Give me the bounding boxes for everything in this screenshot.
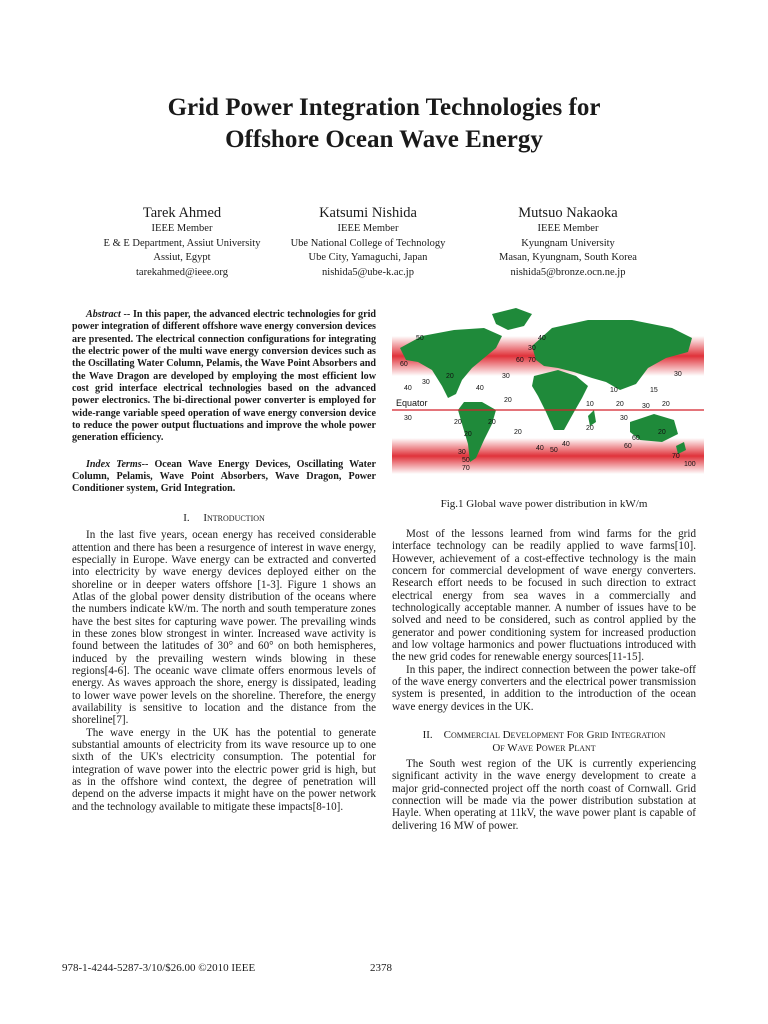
author-location: Masan, Kyungnam, South Korea [499, 252, 637, 264]
map-label: 20 [464, 431, 472, 438]
map-label: 30 [674, 371, 682, 378]
author-name: Mutsuo Nakaoka [518, 205, 618, 221]
copyright-footer: 978-1-4244-5287-3/10/$26.00 ©2010 IEEE [62, 962, 256, 974]
abstract-label: Abstract [86, 309, 121, 320]
southern-high-energy-band [392, 438, 704, 474]
map-label: 20 [454, 419, 462, 426]
map-label: 60 [516, 357, 524, 364]
index-terms-text: -- Ocean Wave Energy Devices, Oscillating Water Column, Pelamis, Wave Point Absorbers, Wave Dragon, Power Conditioner system, Grid Integration. [72, 458, 376, 495]
abstract-text: -- In this paper, the advanced electric technologies for grid power integration of different offshore wave energy conversion devices are presented. The electrical connection configurations for integrating the electric power of the multi wave energy conversion devices such as the Oscillating Water Column, Pelamis, the Wave Point Absorbers and the Wave Dragon are developed by employing the most efficient low cost grid interface electrical technologies based on the advanced power electronics. The bi-directional power converter is employed for wide-range variable speed operation of wave energy conversion device to reduce the power output fluctuations and improve the whole power generation efficiency. [72, 309, 376, 444]
section2-paragraph-1: The South west region of the UK is currently experiencing significant activity in the wave energy development to create a major grid-connected project off the north coast of Cornwall. Grid connection will be made via the power distribution substation at Hayle. When operating at 11kV, the wave power plant is capable of delivering 16 MW of power. [392, 757, 696, 832]
left-column [72, 309, 376, 813]
author-email: tarekahmed@ieee.org [136, 266, 228, 278]
intro-paragraph-1: In the last five years, ocean energy has received considerable attention and there has been a resurgence of interest in wave energy, especially in Europe. Wave energy can be extracted and converted into electricity by wave energy devices deployed either on the shoreline or in deeper waters offshore [1-3]. Figure 1 shows an Atlas of the global power density distribution of the oceans where the numbers indicate kW/m. The north and south temperature zones have the best sites for capturing wave power. The prevailing winds in these zones blow strongest in winter. Increased wave activity is found between the latitudes of 30° and 60° on both hemispheres, induced by the prevailing western winds blowing in these regions[4-6]. The oceanic wave climate offers enormous levels of energy. As waves approach the shore, energy is dissipated, leading to lower wave power levels on the shoreline. Therefore, the energy availability is sensitive to location and the distance from the shoreline[7]. [72, 529, 376, 727]
index-terms-label: Index Terms [86, 458, 142, 470]
author-1 [82, 205, 282, 280]
map-label: 10 [586, 401, 594, 408]
map-label: 30 [422, 379, 430, 386]
right-column [392, 528, 696, 832]
author-email: nishida5@ube-k.ac.jp [322, 266, 414, 278]
author-email: nishida5@bronze.ocn.ne.jp [510, 266, 626, 278]
map-label: 20 [616, 401, 624, 408]
index-terms [72, 459, 376, 496]
wave-power-map-figure [392, 306, 704, 474]
map-label: 60 [400, 361, 408, 368]
map-label: 40 [476, 385, 484, 392]
map-label: 50 [462, 457, 470, 464]
paper-title [60, 92, 708, 156]
map-label: 40 [562, 441, 570, 448]
map-label: 20 [514, 429, 522, 436]
right-paragraph-1: Most of the lessons learned from wind farms for the grid interface technology can be readily applied to wave farms[10]. However, achievement of a cost-effective technology is the main concern for commercial development of wave energy converters. Research effort needs to be focused in such direction to extract electrical energy from sea waves in a commercially and technologically acceptable manner. A number of issues have to be solved and need to be considered, such as control applied by the generator and power conditioning system for increased production and low voltage harmonics and power fluctuations introduced with the new grid codes for renewable energy sources[11-15]. [392, 528, 696, 664]
map-label: 50 [550, 447, 558, 454]
map-label: 40 [536, 445, 544, 452]
figure-caption: Fig.1 Global wave power distribution in kW/m [440, 498, 648, 510]
map-label: 15 [650, 387, 658, 394]
map-label: 20 [488, 419, 496, 426]
map-label: 10 [610, 387, 618, 394]
author-name: Katsumi Nishida [319, 205, 417, 221]
map-label: 60 [624, 443, 632, 450]
map-label: 20 [504, 397, 512, 404]
map-label: 70 [672, 453, 680, 460]
author-location: Ube City, Yamaguchi, Japan [308, 252, 428, 264]
author-member: IEEE Member [337, 223, 399, 234]
author-member: IEEE Member [151, 223, 213, 234]
equator-label: Equator [396, 398, 428, 408]
map-label: 40 [538, 335, 546, 342]
map-label: 100 [684, 461, 696, 468]
author-name: Tarek Ahmed [142, 205, 222, 221]
author-location: Assiut, Egypt [153, 252, 211, 264]
title-line-2: Offshore Ocean Wave Energy [225, 126, 543, 153]
right-paragraph-2: In this paper, the indirect connection between the power take-off of the wave energy converters and the electrical power transmission system is presented, in addition to the introduction of the ocean wave energy devices in the UK. [392, 663, 696, 713]
map-label: 30 [528, 345, 536, 352]
abstract [72, 309, 376, 445]
page-number: 2378 [370, 962, 392, 974]
map-label: 60 [632, 435, 640, 442]
map-label: 30 [620, 415, 628, 422]
author-affiliation: Kyungnam University [521, 237, 615, 249]
map-label: 30 [502, 373, 510, 380]
section-heading-commercial-development: II. Commercial Development For Grid Integration [422, 729, 666, 742]
map-label: 30 [404, 415, 412, 422]
map-label: 20 [662, 401, 670, 408]
map-label: 30 [458, 449, 466, 456]
author-2 [268, 205, 468, 280]
map-label: 70 [528, 357, 536, 364]
map-label: 40 [404, 385, 412, 392]
intro-paragraph-2: The wave energy in the UK has the potential to generate substantial amounts of electricity from its wave resource up to one sixth of the UK's electricity consumption. The potential for integration of wave power into the electric power grid is high, but as in the offshore wind context, the degree of penetration will depend on the adverse impacts it might have on the power network and the technology available to mitigate these impacts[8-10]. [72, 726, 376, 813]
title-line-1: Grid Power Integration Technologies for [167, 94, 601, 121]
map-label: 30 [642, 403, 650, 410]
map-label: 20 [586, 425, 594, 432]
map-label: 50 [416, 335, 424, 342]
map-label: 20 [446, 373, 454, 380]
section-heading-commercial-development-line2: Of Wave Power Plant [492, 741, 596, 754]
author-affiliation: E & E Department, Assiut University [103, 237, 261, 249]
map-label: 70 [462, 465, 470, 472]
section-heading-introduction: I. Introduction [183, 511, 265, 524]
author-member: IEEE Member [537, 223, 599, 234]
author-3 [468, 205, 668, 280]
map-label: 20 [658, 429, 666, 436]
author-affiliation: Ube National College of Technology [290, 237, 446, 249]
